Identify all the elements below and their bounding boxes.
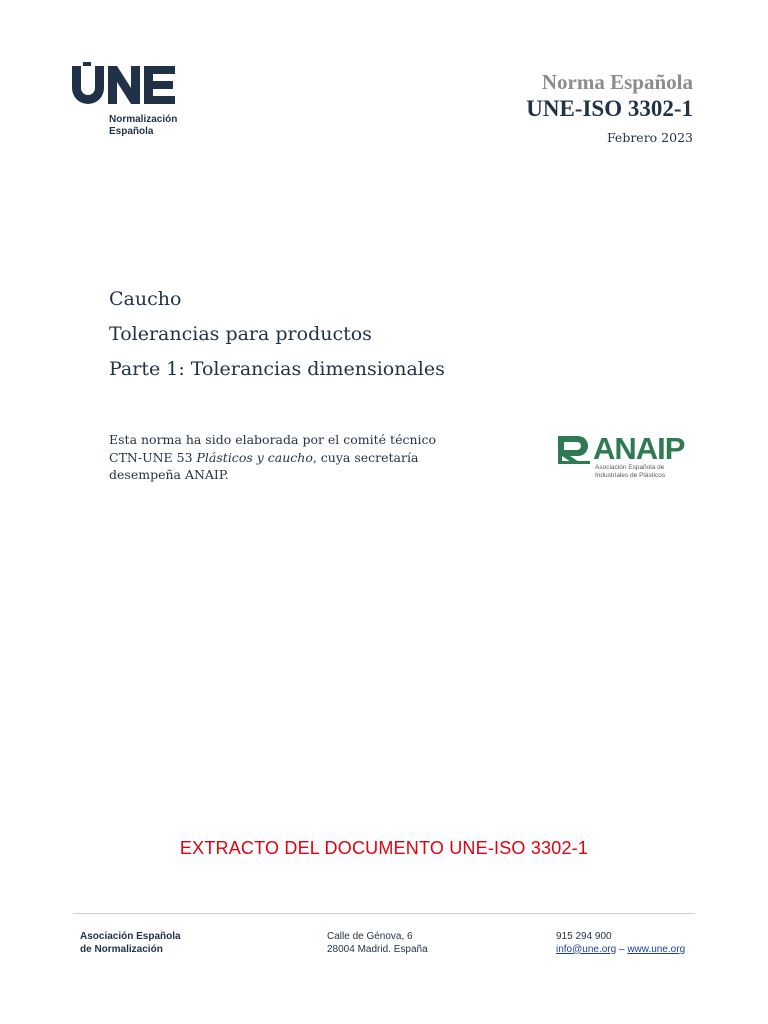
title-line-1: Caucho [109,288,182,310]
anaip-symbol-icon [556,434,592,466]
footer-separator: – [616,943,628,955]
footer-address [327,931,428,956]
anaip-logo [556,431,685,485]
footer-contact [556,931,685,956]
committee-text-a: Esta norma ha sido elaborada por el comité técnico CTN-UNE 53 [109,432,437,465]
committee-statement [109,431,469,484]
standard-kind: Norma Española [541,70,693,94]
standard-header [526,69,693,145]
footer-org-line-1: Asociación Española [80,931,181,942]
footer-address-line-2: 28004 Madrid. España [327,943,428,955]
une-logo-mark [70,62,178,104]
standard-date: Febrero 2023 [606,130,693,145]
une-logo-subtitle-2: Española [109,126,154,137]
footer-org-line-2: de Normalización [80,943,163,955]
footer-organization [80,931,181,956]
document-titles [109,282,445,387]
une-logo [70,62,200,138]
footer-website-link[interactable]: www.une.org [627,943,686,955]
anaip-wordmark: ANAIP [593,431,685,466]
committee-text-b: , cuya secretaría desempeña ANAIP. [109,449,419,482]
une-logo-subtitle-1: Normalización [109,114,178,125]
standard-code: UNE-ISO 3302-1 [526,96,693,121]
anaip-subtitle-2: Industriales de Plásticos [595,472,666,479]
anaip-subtitle-1: Asociación Española de [595,464,665,471]
title-line-3: Parte 1: Tolerancias dimensionales [109,358,445,380]
footer-email-link[interactable]: info@une.org [556,943,617,955]
footer-phone: 915 294 900 [556,931,612,942]
footer-address-line-1: Calle de Génova, 6 [327,931,413,942]
extract-heading: EXTRACTO DEL DOCUMENTO UNE-ISO 3302-1 [179,838,589,858]
footer-divider [73,913,695,914]
title-line-2: Tolerancias para productos [109,323,372,345]
committee-name: Plásticos y caucho [196,449,313,465]
